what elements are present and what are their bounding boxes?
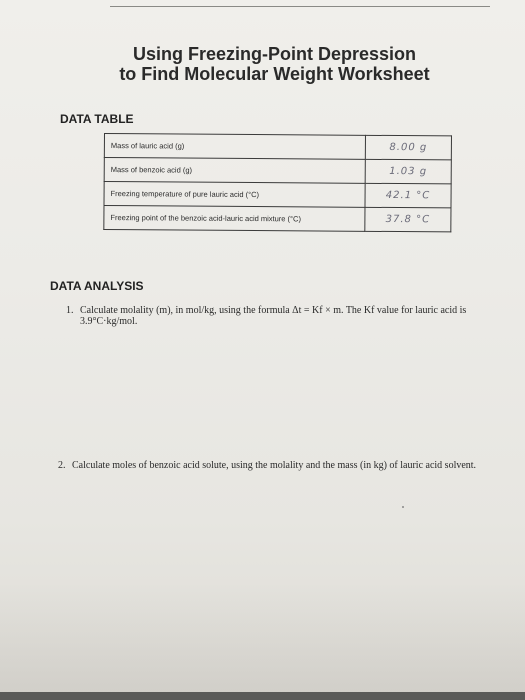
question-2 bbox=[58, 460, 508, 471]
table-row bbox=[104, 134, 451, 160]
row-label: Freezing point of the benzoic acid-lauric acid mixture (°C) bbox=[104, 206, 365, 232]
top-divider bbox=[110, 6, 490, 7]
data-table-heading: DATA TABLE bbox=[60, 112, 134, 126]
table-row bbox=[104, 206, 451, 232]
question-text: Calculate molality (m), in mol/kg, using the formula Δt = Kf × m. The Kf value for lauric acid is 3.9°C·kg/mol. bbox=[80, 305, 467, 327]
worksheet-title-line-2: to Find Molecular Weight Worksheet bbox=[119, 64, 430, 84]
table-row bbox=[104, 158, 451, 184]
question-text: Calculate moles of benzoic acid solute, using the molality and the mass (in kg) of lauric acid solvent. bbox=[72, 460, 477, 471]
data-table bbox=[103, 133, 452, 232]
paper-speck bbox=[402, 506, 404, 508]
photo-shading bbox=[0, 582, 525, 692]
question-number: 2. bbox=[58, 460, 66, 471]
row-label: Mass of lauric acid (g) bbox=[104, 134, 365, 160]
row-value[interactable]: 42.1 °C bbox=[365, 183, 451, 208]
row-value[interactable]: 37.8 °C bbox=[365, 207, 451, 232]
row-value[interactable]: 8.00 g bbox=[365, 135, 451, 160]
question-number: 1. bbox=[66, 305, 74, 316]
question-1 bbox=[66, 305, 506, 327]
worksheet-title-line-1: Using Freezing-Point Depression bbox=[132, 44, 417, 64]
data-analysis-heading: DATA ANALYSIS bbox=[50, 279, 144, 293]
row-label: Freezing temperature of pure lauric acid (°C) bbox=[104, 182, 365, 208]
table-row bbox=[104, 182, 451, 208]
row-label: Mass of benzoic acid (g) bbox=[104, 158, 365, 184]
row-value[interactable]: 1.03 g bbox=[365, 159, 451, 184]
